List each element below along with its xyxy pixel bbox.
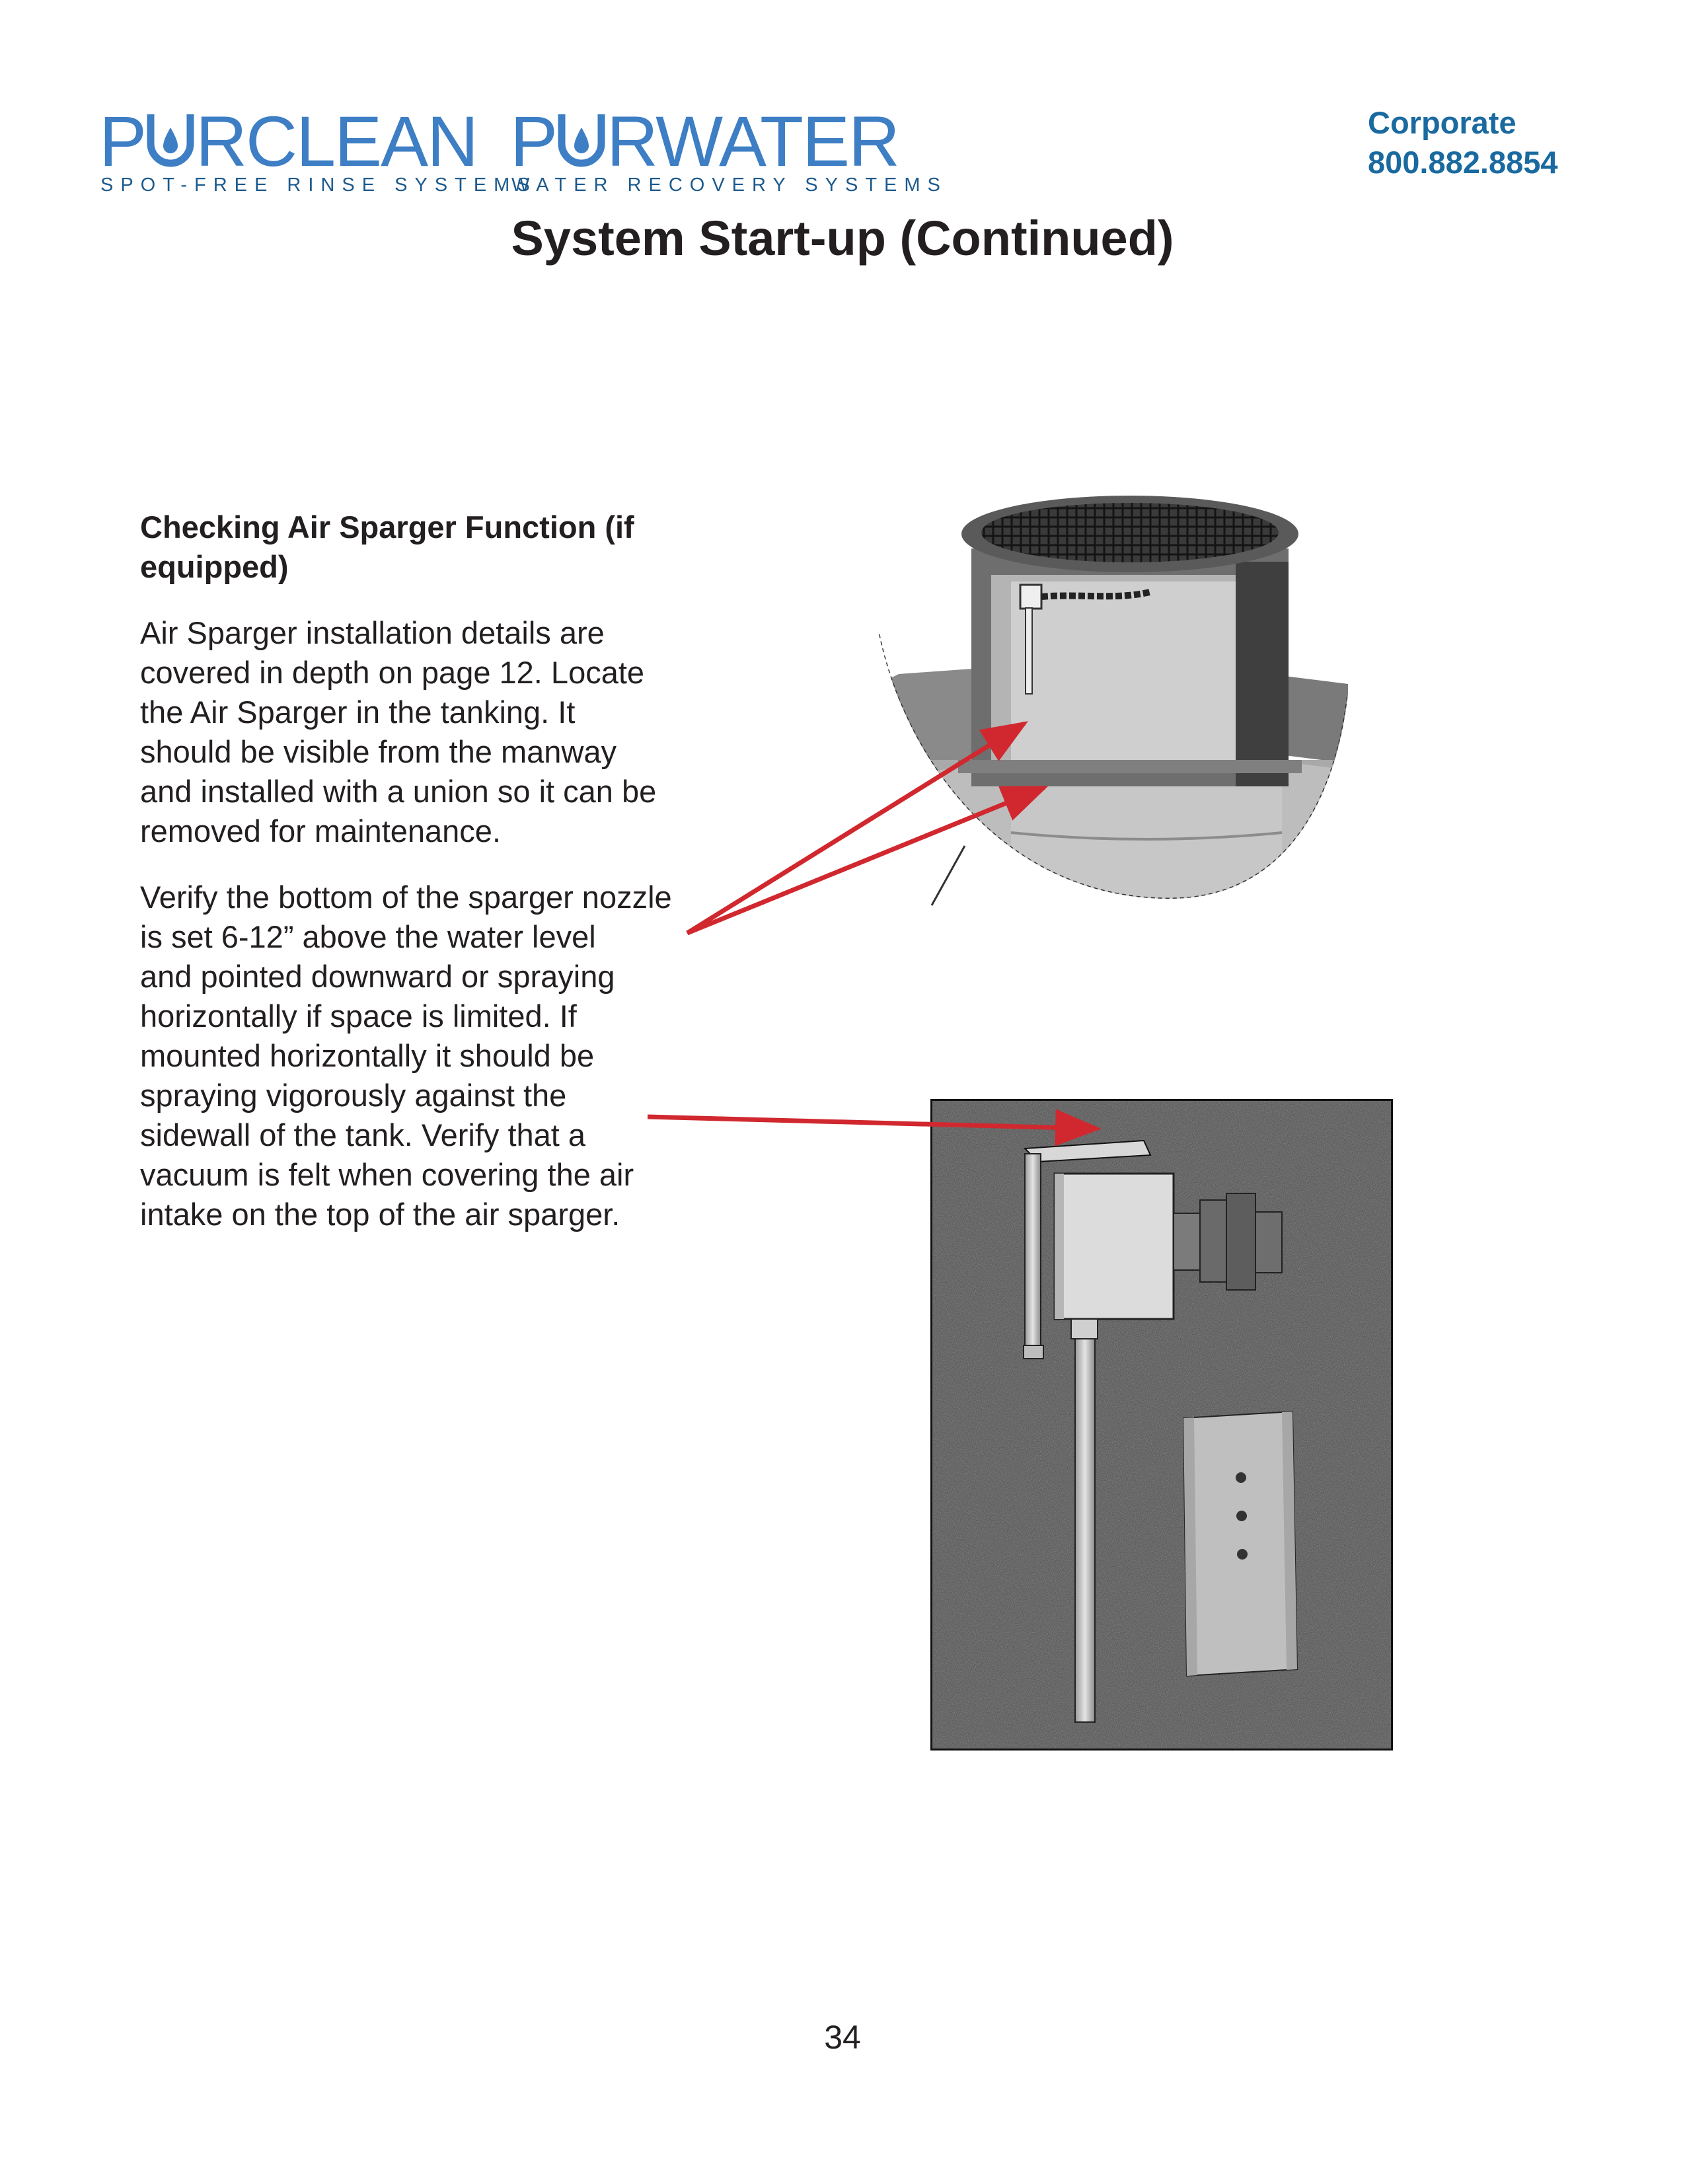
contact-block bbox=[1368, 103, 1558, 182]
air-sparger-photo bbox=[930, 1099, 1393, 1751]
logo-tagline: WATER RECOVERY SYSTEMS bbox=[511, 174, 948, 196]
paragraph-verification: Verify the bottom of the sparger nozzle is set 6-12” above the water level and pointed downward or spraying horizontally if space is limited. If mounted horizontally it should be spraying vigorously against the sidewall of the tank. Verify that a vacuum is felt when covering the air intake on the top of the air sparger. bbox=[140, 880, 672, 1232]
paragraph-location: Air Sparger installation details are covered in depth on page 12. Locate the Air Sparger in the tanking. It should be visible from the manway and installed with a union so it can be removed for maintenance. bbox=[140, 615, 657, 848]
logo-tagline: SPOT-FREE RINSE SYSTEMS bbox=[100, 174, 537, 196]
page-number: 34 bbox=[824, 2019, 861, 2056]
section-heading: Checking Air Sparger Function (if equipped) bbox=[140, 509, 634, 584]
contact-phone: 800.882.8854 bbox=[1368, 145, 1558, 180]
logo-letter-p: P bbox=[510, 101, 557, 181]
purclean-logo bbox=[99, 101, 537, 196]
water-drop-u-icon bbox=[556, 107, 607, 160]
purwater-logo bbox=[510, 101, 948, 196]
tank-cutaway-illustration bbox=[859, 476, 1374, 912]
logo-name-rest: RWATER bbox=[607, 101, 899, 181]
water-drop-u-icon bbox=[145, 107, 196, 160]
contact-label: Corporate bbox=[1368, 105, 1516, 140]
page-title: System Start-up (Continued) bbox=[511, 211, 1174, 266]
logo-letter-p: P bbox=[99, 101, 146, 181]
logo-name-rest: RCLEAN bbox=[196, 101, 478, 181]
